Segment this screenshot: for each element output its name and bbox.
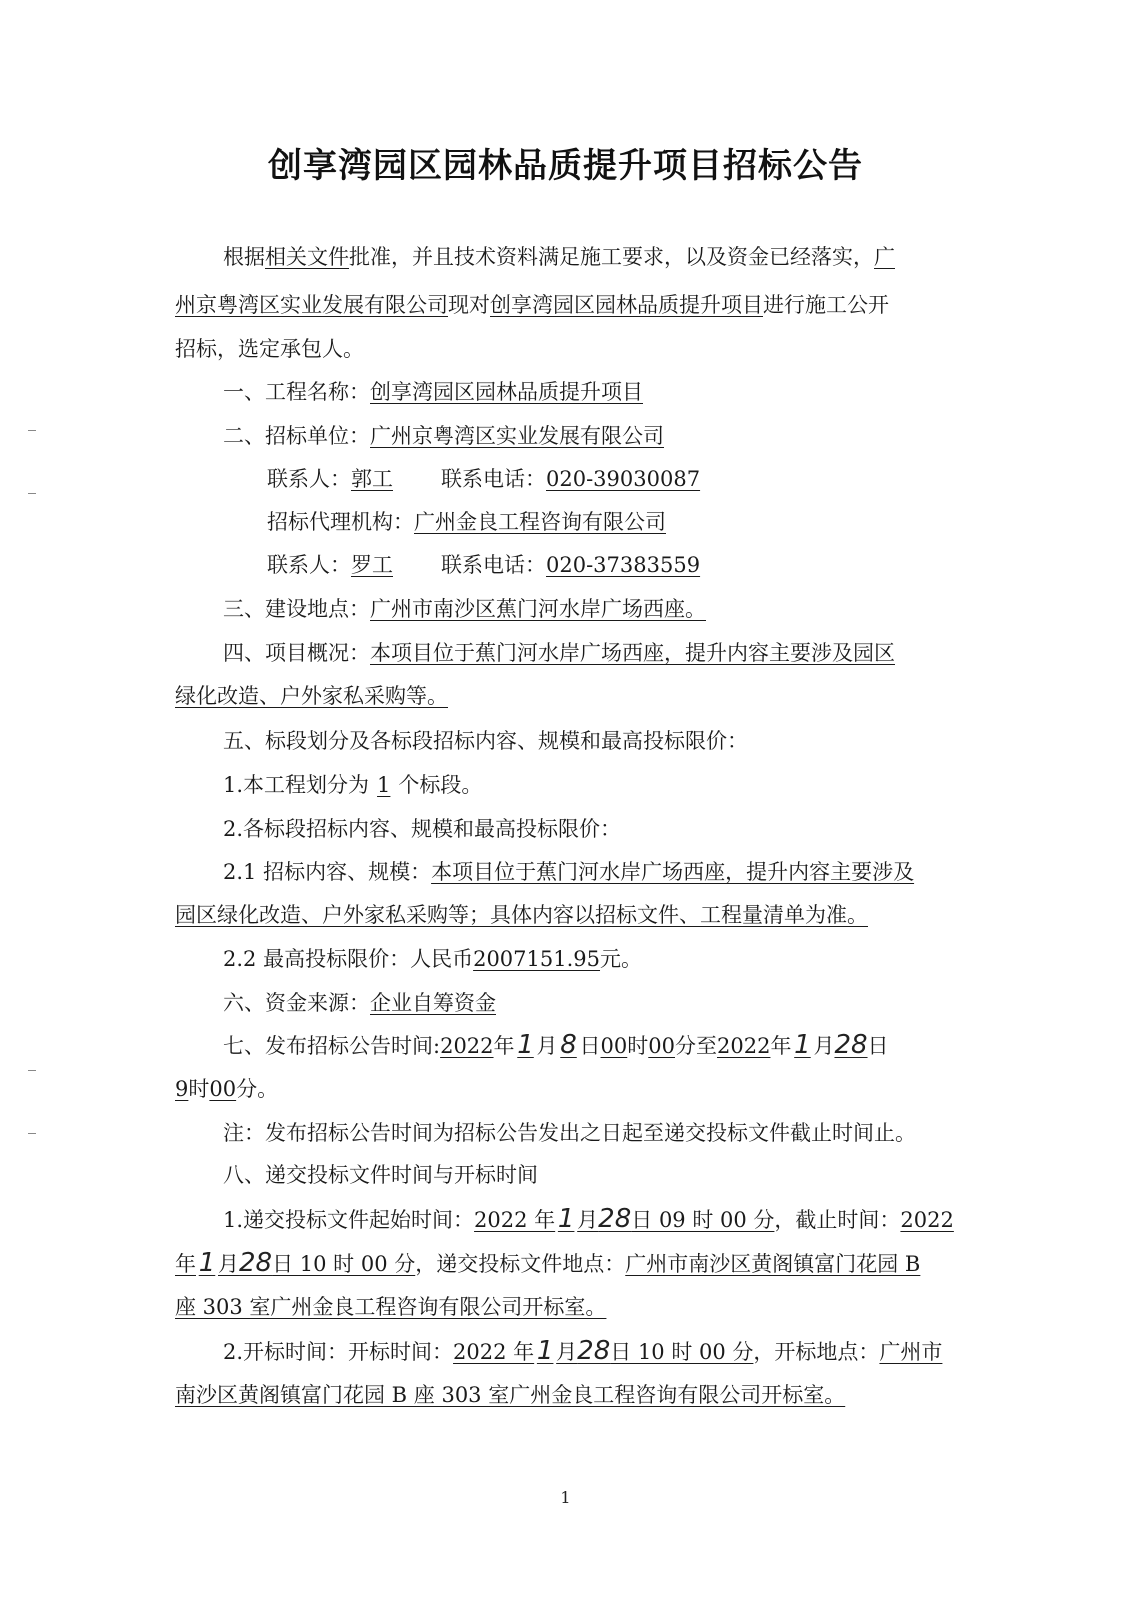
page-number: 1 (560, 1488, 571, 1507)
agency-contact: 联系人：罗工 联系电话：020-37383559 (267, 553, 701, 577)
intro-line-1: 根据相关文件批准，并且技术资料满足施工要求，以及资金已经落实，广 (223, 245, 895, 269)
section-tenderer: 二、招标单位：广州京粤湾区实业发展有限公司 (223, 424, 664, 448)
submission-item-2-place: 南沙区黄阁镇富门花园 B 座 303 室广州金良工程咨询有限公司开标室。 (175, 1383, 846, 1407)
submission-item-1-place: 座 303 室广州金良工程咨询有限公司开标室。 (175, 1295, 607, 1319)
lots-item-1: 1.本工程划分为 1 个标段。 (223, 773, 483, 797)
scan-mark (28, 493, 36, 494)
submission-item-1-cont: 年 1 月28日 10 时 00 分，递交投标文件地点：广州市南沙区黄阁镇富门花园 B (175, 1248, 921, 1278)
approval-doc: 相关文件 (265, 245, 349, 269)
page-title: 创享湾园区园林品质提升项目招标公告 (268, 146, 863, 186)
scan-mark (28, 1070, 36, 1071)
lots-item-2-1: 2.1 招标内容、规模：本项目位于蕉门河水岸广场西座，提升内容主要涉及 (223, 860, 915, 884)
lots-item-2-1-cont: 园区绿化改造、户外家私采购等；具体内容以招标文件、工程量清单为准。 (175, 903, 868, 927)
section-publish-time: 七、发布招标公告时间:2022年 1 月 8 日00时00分至2022年 1 月28日 (223, 1030, 889, 1060)
lots-item-2: 2.各标段招标内容、规模和最高投标限价： (223, 817, 622, 841)
section-overview-cont: 绿化改造、户外家私采购等。 (175, 684, 448, 708)
intro-line-3: 招标，选定承包人。 (175, 337, 364, 361)
section-submission: 八、递交投标文件时间与开标时间 (223, 1163, 538, 1187)
tenderer-contact: 联系人：郭工 联系电话：020-39030087 (267, 467, 701, 491)
section-overview: 四、项目概况：本项目位于蕉门河水岸广场西座，提升内容主要涉及园区 (223, 641, 895, 665)
project-name: 创享湾园区园林品质提升项目 (490, 293, 763, 317)
intro-line-2: 州京粤湾区实业发展有限公司现对创享湾园区园林品质提升项目进行施工公开 (175, 293, 889, 317)
section-project-name: 一、工程名称：创享湾园区园林品质提升项目 (223, 380, 643, 404)
submission-item-2: 2.开标时间：开标时间：2022 年 1 月28日 10 时 00 分，开标地点：广州市 (223, 1336, 943, 1366)
scan-mark (28, 1133, 36, 1134)
agency-line: 招标代理机构：广州金良工程咨询有限公司 (267, 510, 666, 534)
scan-mark (28, 430, 36, 431)
owner-name: 州京粤湾区实业发展有限公司 (175, 293, 448, 317)
section-lots: 五、标段划分及各标段招标内容、规模和最高投标限价： (223, 729, 748, 753)
section-location: 三、建设地点：广州市南沙区蕉门河水岸广场西座。 (223, 597, 706, 621)
section-publish-time-cont: 9时00分。 (175, 1077, 279, 1101)
submission-item-1: 1.递交投标文件起始时间：2022 年 1 月28日 09 时 00 分，截止时间：2022 (223, 1204, 954, 1234)
lots-item-2-2: 2.2 最高投标限价：人民币2007151.95元。 (223, 947, 643, 971)
section-funding: 六、资金来源：企业自筹资金 (223, 991, 496, 1015)
publish-note: 注：发布招标公告时间为招标公告发出之日起至递交投标文件截止时间止。 (223, 1121, 916, 1145)
